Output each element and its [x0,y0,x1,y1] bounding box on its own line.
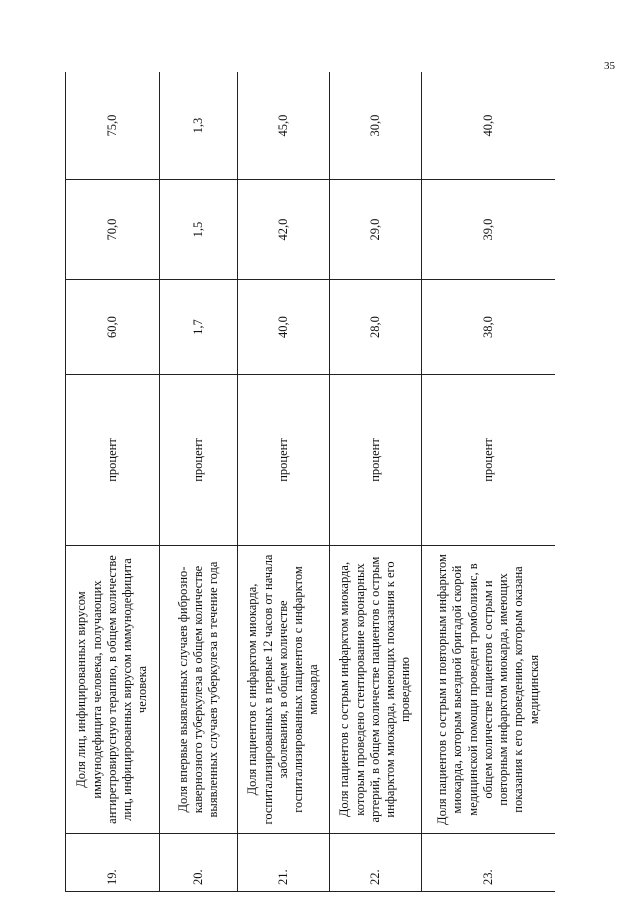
table-row [238,72,330,892]
value-cell-1: 28,0 [330,280,422,375]
row-number: 23. [422,834,556,892]
value-cell-2: 42,0 [238,180,330,280]
value-cell-3: 75,0 [66,72,160,180]
indicator-name: Доля пациентов с острым и повторным инфарктом миокарда, которым выездной бригадой скорой медицинской помощи проведен тромболизис, в общем количестве пациентов с острым и повторным инфарктом миокарда, имеющих показания к его проведению, которым оказана медицинская [422,546,556,834]
indicator-name: Доля впервые выявленных случаев фиброзно-кавернозного туберкулеза в общем количестве выявленных случаев туберкулеза в течение года [160,546,238,834]
unit-cell: процент [160,375,238,546]
value-cell-1: 60,0 [66,280,160,375]
value-cell-3: 30,0 [330,72,422,180]
value-cell-2: 39,0 [422,180,556,280]
table-row [330,72,422,892]
indicator-name: Доля пациентов с острым инфарктом миокарда, которым проведено стентирование коронарных артерий, в общем количестве пациентов с острым инфарктом миокарда, имеющих показания к его проведению [330,546,422,834]
row-number: 22. [330,834,422,892]
indicator-name: Доля лиц, инфицированных вирусом иммунодефицита человека, получающих антиретровирусную терапию, в общем количестве лиц, инфицированных вирусом иммунодефицита человека [66,546,160,834]
row-number: 19. [66,834,160,892]
value-cell-3: 45,0 [238,72,330,180]
value-cell-3: 40,0 [422,72,556,180]
table-row [160,72,238,892]
unit-cell: процент [66,375,160,546]
page-number: 35 [604,60,615,72]
value-cell-2: 1,5 [160,180,238,280]
value-cell-1: 40,0 [238,280,330,375]
table-row [422,72,556,892]
table-row [66,72,160,892]
value-cell-1: 38,0 [422,280,556,375]
value-cell-2: 29,0 [330,180,422,280]
unit-cell: процент [238,375,330,546]
table-container [65,72,555,892]
row-number: 21. [238,834,330,892]
indicators-table [65,72,555,892]
indicator-name: Доля пациентов с инфарктом миокарда, госпитализированных в первые 12 часов от начала заболевания, в общем количестве госпитализированных пациентов с инфарктом миокарда [238,546,330,834]
value-cell-1: 1,7 [160,280,238,375]
unit-cell: процент [330,375,422,546]
value-cell-3: 1,3 [160,72,238,180]
row-number: 20. [160,834,238,892]
value-cell-2: 70,0 [66,180,160,280]
unit-cell: процент [422,375,556,546]
